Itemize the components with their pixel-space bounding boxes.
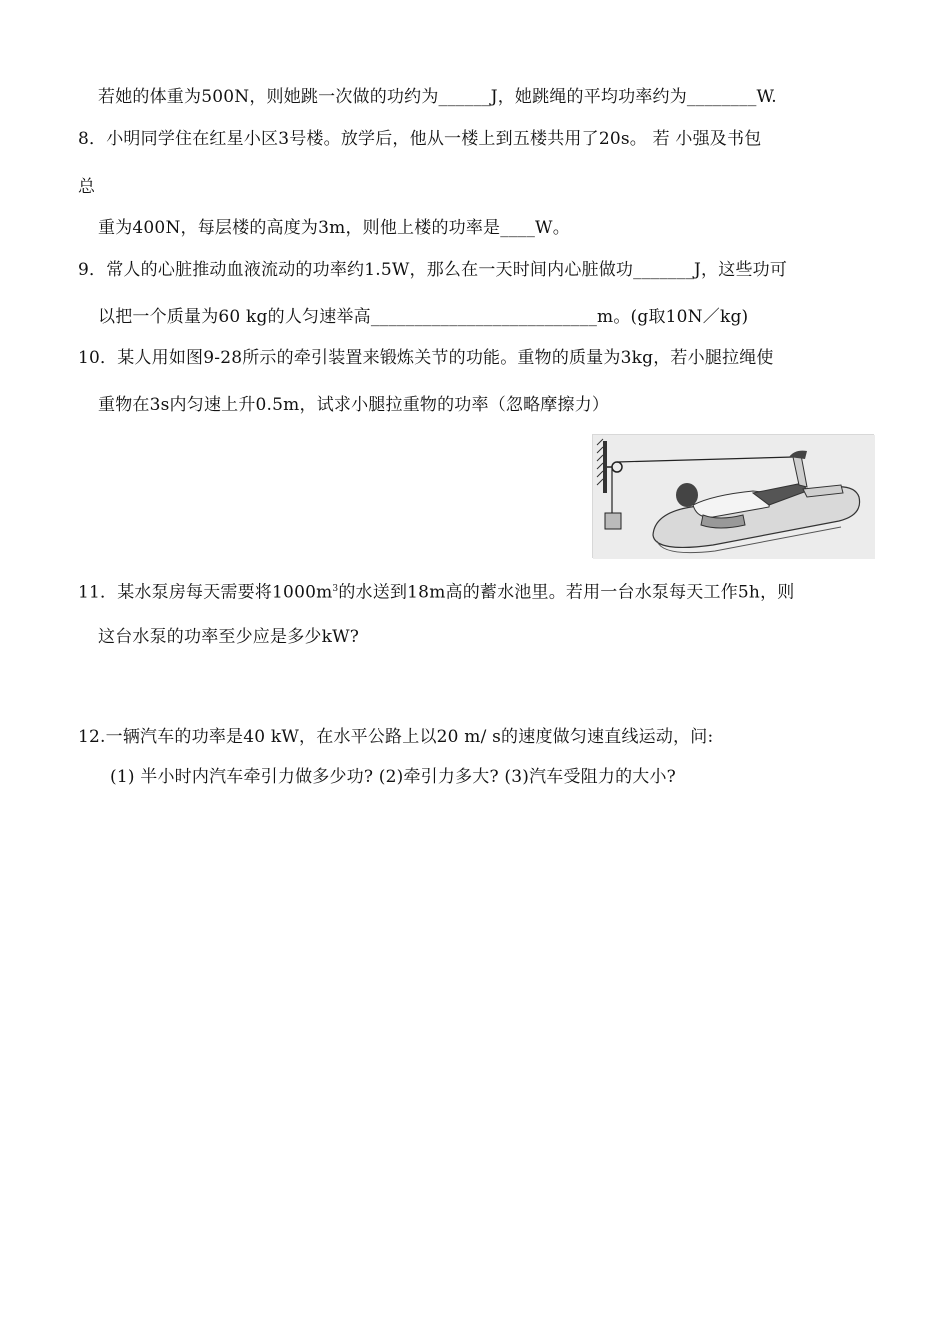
question-12-line-1: 12.一辆汽车的功率是40 kW，在水平公路上以20 m/ s的速度做匀速直线运动，问: [78,727,714,747]
question-7-continuation: 若她的体重为500N，则她跳一次做的功约为______J，她跳绳的平均功率约为________W. [98,87,777,107]
question-8-line-2: 总 [78,177,96,197]
question-8-line-3: 重为400N，每层楼的高度为3m，则他上楼的功率是____W。 [98,218,570,238]
person-with-pulley-illustration [593,435,875,559]
question-12-line-2: (1) 半小时内汽车牵引力做多少功? (2)牵引力多大? (3)汽车受阻力的大小? [110,767,676,787]
question-9-line-1: 9．常人的心脏推动血液流动的功率约1.5W，那么在一天时间内心脏做功_______J，这些功可 [78,260,788,280]
question-11-line-1 [78,578,794,604]
cubic-superscript: 3 [332,584,339,594]
traction-device-figure [592,434,874,558]
question-11-text-a: 11．某水泵房每天需要将1000m [78,582,333,603]
question-11-text-b: 的水送到18m高的蓄水池里。若用一台水泵每天工作5h，则 [338,582,795,603]
question-10-line-1: 10．某人用如图9-28所示的牵引装置来锻炼关节的功能。重物的质量为3kg，若小腿拉绳使 [78,348,774,368]
question-11-line-2: 这台水泵的功率至少应是多少kW? [98,627,360,647]
question-10-line-2: 重物在3s内匀速上升0.5m，试求小腿拉重物的功率（忽略摩擦力） [98,395,610,415]
question-8-line-1: 8．小明同学住在红星小区3号楼。放学后，他从一楼上到五楼共用了20s。 若 小强及书包 [78,129,762,149]
question-9-line-2: 以把一个质量为60 kg的人匀速举高__________________________m。(g取10N／kg) [98,307,749,327]
